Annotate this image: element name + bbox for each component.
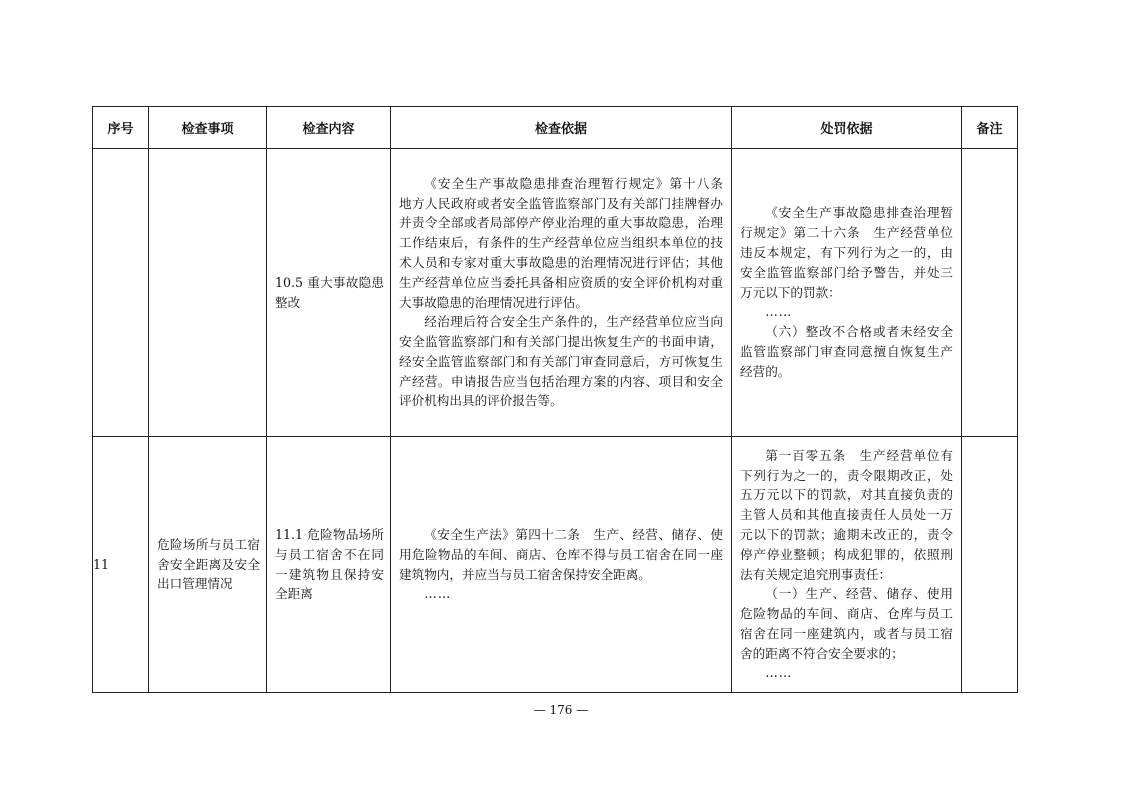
penalty-paragraph: （一）生产、经营、储存、使用危险物品的车间、商店、仓库与员工宿舍在同一座建筑内，或者与员工宿舍的距离不符合安全要求的； <box>740 586 953 661</box>
header-no: 序号 <box>93 107 149 149</box>
cell-note <box>962 149 1018 437</box>
cell-no <box>93 149 149 437</box>
cell-basis <box>391 149 736 437</box>
header-basis: 检查依据 <box>391 107 732 149</box>
inspection-item: 危险场所与员工宿舍安全距离及安全出口管理情况 <box>157 536 260 592</box>
ellipsis: …… <box>765 304 793 320</box>
cell-penalty <box>732 149 962 437</box>
cell-penalty <box>732 437 962 693</box>
cell-content <box>267 437 391 693</box>
cell-basis <box>391 437 732 693</box>
page-number: — 176 — <box>533 703 589 717</box>
cell-note <box>962 437 1018 693</box>
ellipsis: …… <box>424 586 452 602</box>
basis-paragraph: 《安全生产事故隐患排查治理暂行规定》第十八条 地方人民政府或者安全监管监察部门及有关部门挂牌督办并责令全部或者局部停产停业治理的重大事故隐患，治理工作结束后，有条件的生产经营单位应当组织本单位的技术人员和专家对重大事故隐患的治理情况进行评估；其他生产经营单位应当委托具备相应资质的安全评价机构对重大事故隐患的治理情况进行评估。 <box>399 175 736 310</box>
penalty-paragraph: （六）整改不合格或者未经安全监管监察部门审查同意擅自恢复生产经营的。 <box>740 324 953 379</box>
basis-paragraph: 经治理后符合安全生产条件的，生产经营单位应当向安全监管监察部门和有关部门提出恢复生产的书面申请，经安全监管监察部门和有关部门审查同意后，方可恢复生产经营。申请报告应当包括治理方案的内容、项目和安全评价机构出具的评价报告等。 <box>399 314 723 409</box>
inspection-table <box>92 106 1018 693</box>
table-row <box>93 437 1018 693</box>
inspection-content: 11.1 危险物品场所与员工宿舍不在同一建筑物且保持安全距离 <box>275 526 384 602</box>
inspection-content: 10.5 重大事故隐患整改 <box>275 274 384 310</box>
row-number: 11 <box>93 556 110 572</box>
header-content: 检查内容 <box>267 107 391 149</box>
basis-paragraph: 《安全生产法》第四十二条 生产、经营、储存、使用危险物品的车间、商店、仓库不得与员工宿舍在同一座建筑物内，并应当与员工宿舍保持安全距离。 <box>399 526 723 582</box>
header-note: 备注 <box>962 107 1018 149</box>
cell-no <box>93 437 149 693</box>
cell-item <box>149 437 267 693</box>
ellipsis: …… <box>765 665 793 681</box>
header-penalty: 处罚依据 <box>732 107 962 149</box>
cell-content <box>267 149 391 437</box>
table-row <box>93 149 1018 437</box>
penalty-paragraph: 《安全生产事故隐患排查治理暂行规定》第二十六条 生产经营单位违反本规定，有下列行为之一的，由安全监管监察部门给予警告，并处三万元以下的罚款： <box>740 205 953 300</box>
header-item: 检查事项 <box>149 107 267 149</box>
penalty-paragraph: 第一百零五条 生产经营单位有下列行为之一的，责令限期改正，处五万元以下的罚款，对其直接负责的主管人员和其他直接责任人员处一万元以下的罚款；逾期未改正的，责令停产停业整顿；构成犯罪的，依照刑法有关规定追究刑事责任： <box>740 447 953 582</box>
header-row <box>93 107 1018 149</box>
cell-item <box>149 149 267 437</box>
